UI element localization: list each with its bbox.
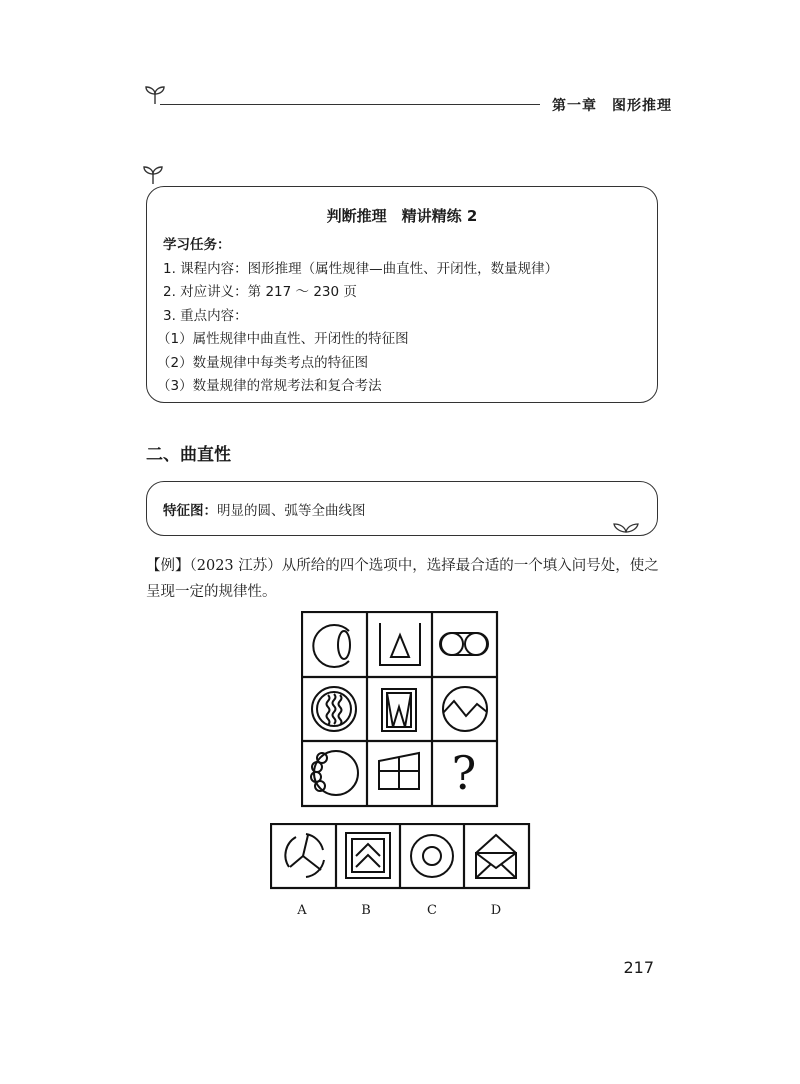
example-question-line1: 【例】（2023 江苏）从所给的四个选项中，选择最合适的一个填入问号处，使之 (146, 558, 659, 574)
option-a-figure (285, 834, 324, 877)
sprout-icon (140, 162, 166, 186)
page-number: 217 (623, 958, 654, 977)
option-label-a[interactable]: A (297, 903, 307, 918)
option-label-d[interactable]: D (490, 903, 502, 918)
feature-box (146, 481, 658, 536)
option-b-figure (346, 833, 390, 878)
task-heading: 学习任务： (163, 237, 231, 253)
cell-window (379, 753, 419, 789)
cell-circle-dots (311, 751, 358, 795)
chapter-title: 第一章 图形推理 (552, 98, 672, 114)
option-label-b[interactable]: B (361, 903, 371, 918)
task-title: 判断推理 精讲精练 2 (326, 207, 478, 225)
puzzle-grid (301, 611, 499, 808)
task-line: 1. 课程内容：图形推理（属性规律—曲直性、开闭性，数量规律） (163, 261, 559, 277)
option-label-c[interactable]: C (427, 903, 437, 918)
feature-description: 明显的圆、弧等全曲线图 (217, 503, 366, 519)
feature-text (163, 499, 366, 519)
option-d-figure (476, 835, 516, 878)
example-question-line2: 呈现一定的规律性。 (146, 584, 277, 600)
leaf-icon (612, 520, 640, 534)
cell-circle-waves (312, 687, 356, 731)
cell-arc-ellipse (313, 625, 350, 667)
section-title: 二、曲直性 (146, 445, 231, 465)
cell-circle-zigzag (443, 687, 487, 731)
header-rule (160, 104, 540, 105)
cell-square-w (382, 689, 416, 731)
learning-task-box (146, 186, 658, 403)
answer-options (270, 823, 531, 890)
cell-two-circles (440, 633, 488, 655)
option-c-figure (411, 835, 453, 877)
task-line: （3）数量规律的常规考法和复合考法 (157, 378, 382, 394)
sprout-icon (142, 82, 168, 106)
task-line: 3. 重点内容： (163, 308, 248, 324)
task-line: （2）数量规律中每类考点的特征图 (157, 355, 369, 371)
question-mark: ? (451, 746, 477, 800)
task-line: （1）属性规律中曲直性、开闭性的特征图 (157, 331, 409, 347)
task-line: 2. 对应讲义：第 217 ～ 230 页 (163, 284, 357, 300)
feature-label: 特征图： (163, 503, 217, 519)
cell-bracket-triangle (380, 623, 420, 665)
